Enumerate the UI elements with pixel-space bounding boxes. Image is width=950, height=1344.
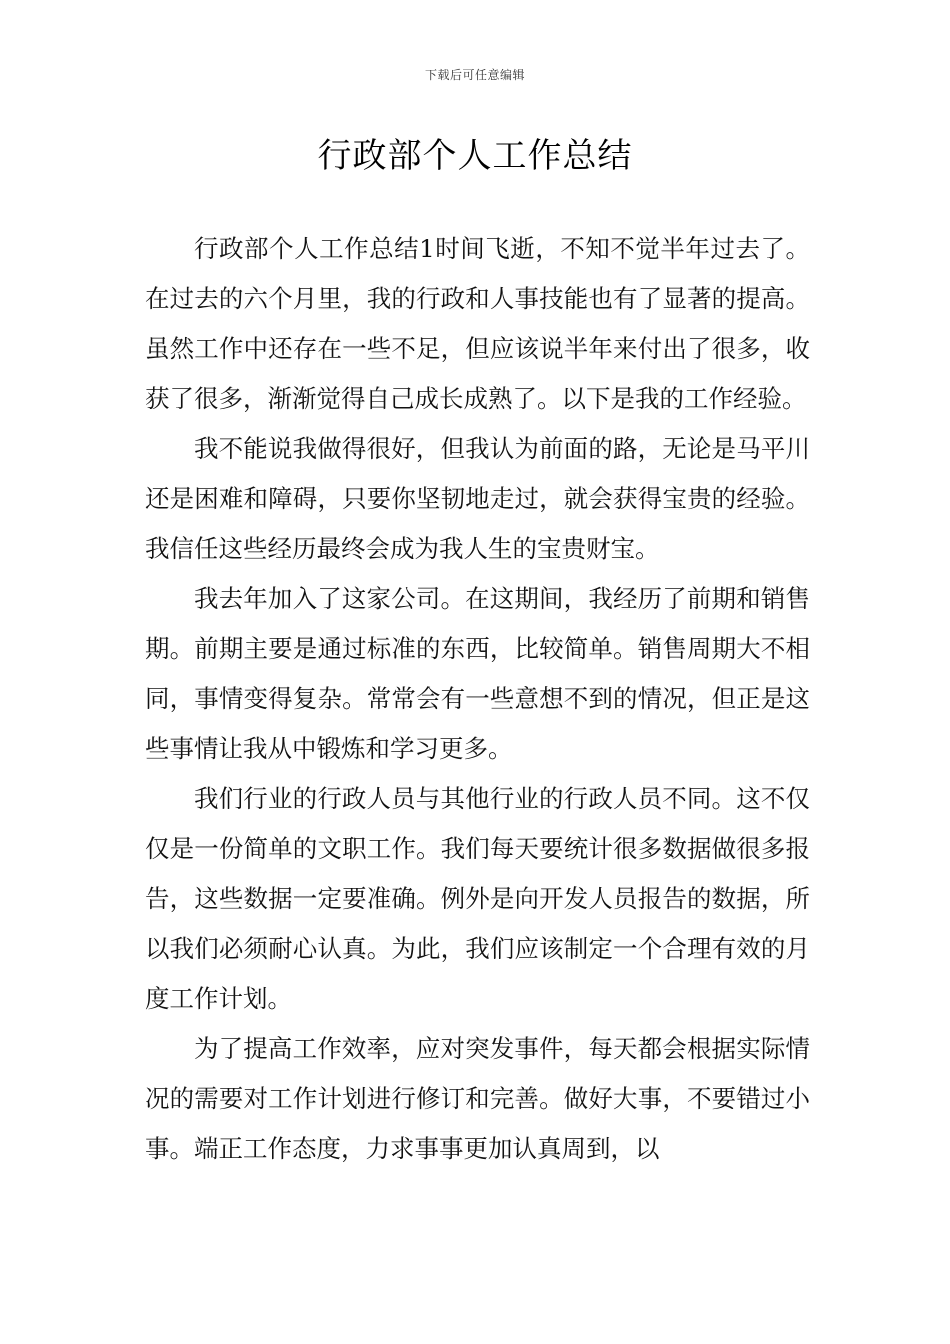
paragraph-5: 为了提高工作效率，应对突发事件，每天都会根据实际情况的需要对工作计划进行修订和完善。做好大事，不要错过小事。端正工作态度，力求事事更加认真周到，以	[145, 1034, 810, 1163]
paragraph-2: 我不能说我做得很好，但我认为前面的路，无论是马平川还是困难和障碍，只要你坚韧地走过，就会获得宝贵的经验。我信任这些经历最终会成为我人生的宝贵财宝。	[145, 434, 810, 563]
paragraph-1: 行政部个人工作总结1时间飞逝，不知不觉半年过去了。在过去的六个月里，我的行政和人事技能也有了显著的提高。虽然工作中还存在一些不足，但应该说半年来付出了很多，收获了很多，渐渐觉得自己成长成熟了。以下是我的工作经验。	[145, 234, 810, 413]
header-note: 下载后可任意编辑	[424, 68, 525, 82]
paragraph-4: 我们行业的行政人员与其他行业的行政人员不同。这不仅仅是一份简单的文职工作。我们每天要统计很多数据做很多报告，这些数据一定要准确。例外是向开发人员报告的数据，所以我们必须耐心认真。为此，我们应该制定一个合理有效的月度工作计划。	[145, 784, 810, 1013]
document-body	[145, 224, 810, 1174]
document-title: 行政部个人工作总结	[317, 136, 633, 176]
paragraph-3: 我去年加入了这家公司。在这期间，我经历了前期和销售期。前期主要是通过标准的东西，比较简单。销售周期大不相同，事情变得复杂。常常会有一些意想不到的情况，但正是这些事情让我从中锻炼和学习更多。	[145, 584, 810, 763]
